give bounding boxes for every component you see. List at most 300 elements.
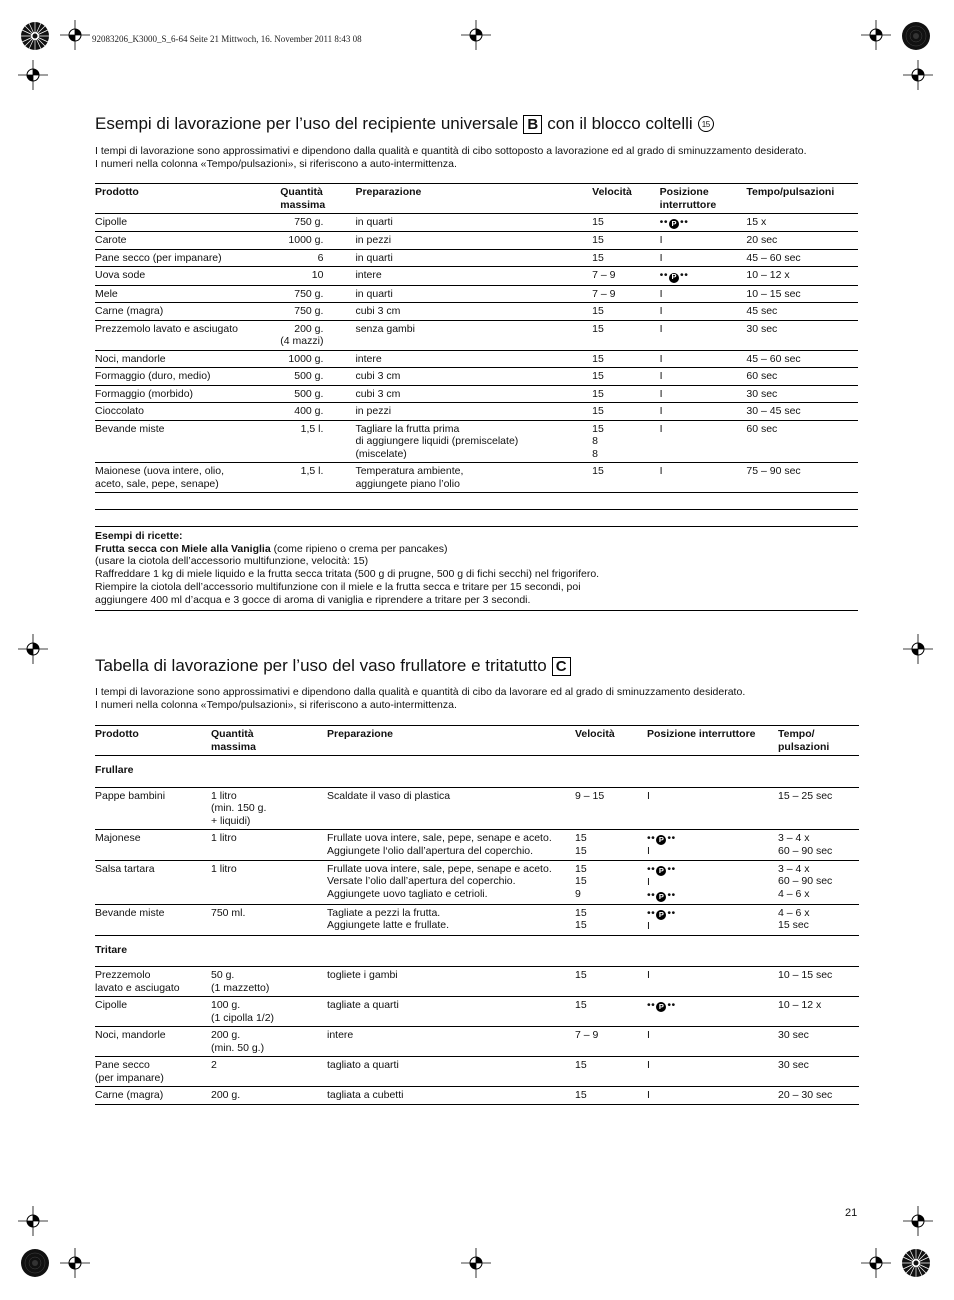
cell-velocita-line: 15 — [575, 919, 587, 932]
cell-quantita-line: 1 litro — [211, 862, 237, 875]
cell-posizione — [660, 232, 747, 250]
cell-prodotto-line: Prezzemolo — [95, 969, 151, 981]
cell-quantita-line: 100 g. — [211, 999, 241, 1011]
cell-posizione — [660, 368, 747, 386]
cell-prodotto-line: Uova sode — [95, 269, 146, 282]
crosshair-mark-icon — [18, 1206, 48, 1236]
cell-tempo-line: 4 – 6 x — [778, 906, 810, 919]
cell-quantita — [211, 967, 327, 997]
cell-quantita — [211, 830, 327, 861]
spacer-cell — [95, 493, 858, 510]
cell-prodotto-line: Carote — [95, 234, 127, 247]
cell-tempo-line: 45 sec — [746, 305, 778, 317]
table-row — [95, 214, 858, 232]
table-row — [95, 420, 858, 463]
cell-preparazione — [355, 267, 592, 285]
cell-quantita — [280, 368, 355, 386]
cell-preparazione-line: Versate l’olio dall’apertura del coperchio. — [327, 875, 516, 888]
cell-velocita-line: 15 — [592, 251, 604, 264]
cell-preparazione-line: tagliato a quarti — [327, 1059, 399, 1071]
cell-prodotto — [95, 967, 211, 997]
crosshair-mark-icon — [60, 1248, 90, 1278]
cell-posizione-line: I — [647, 1029, 650, 1041]
cell-posizione — [660, 320, 747, 350]
cell-prodotto-line: Pappe bambini — [95, 789, 166, 802]
cell-tempo — [778, 830, 859, 861]
section1-table — [95, 183, 858, 510]
cell-tempo — [746, 249, 858, 267]
cell-posizione-line: I — [647, 1059, 650, 1071]
cell-posizione-line: I — [659, 422, 663, 435]
cell-prodotto-line: Pane secco — [95, 1059, 150, 1071]
cell-tempo-line: 30 – 45 sec — [746, 405, 801, 417]
table-header-row — [95, 184, 858, 214]
cell-posizione — [660, 385, 747, 403]
cell-posizione-line: I — [647, 969, 650, 981]
table-row — [95, 860, 859, 904]
cell-posizione-line: •• P •• — [659, 216, 689, 228]
section1-box-label: B — [523, 115, 542, 134]
col-header-tempo: Tempo/pulsazioni — [746, 186, 835, 198]
crosshair-mark-icon — [60, 20, 90, 50]
cell-quantita-line: (min. 50 g.) — [211, 1041, 265, 1054]
pulse-symbol-icon: P — [669, 273, 679, 283]
cell-tempo-line: 20 – 30 sec — [778, 1089, 833, 1101]
cell-prodotto — [95, 997, 211, 1027]
cell-preparazione — [355, 249, 592, 267]
cell-quantita — [211, 1057, 327, 1087]
cell-velocita-line: 15 — [592, 422, 604, 435]
cell-tempo — [778, 1057, 859, 1087]
cell-prodotto — [95, 350, 280, 368]
crosshair-mark-icon — [903, 1206, 933, 1236]
cell-prodotto-line: Bevande miste — [95, 422, 165, 435]
pulse-symbol-icon: P — [656, 910, 666, 920]
col-header-velocita: Velocità — [592, 186, 632, 198]
table-row — [95, 463, 858, 493]
cell-quantita-line: 400 g. — [294, 405, 324, 417]
cell-posizione — [647, 904, 778, 935]
cell-preparazione — [327, 904, 575, 935]
cell-preparazione-line: togliete i gambi — [327, 969, 398, 981]
section1-intro — [95, 145, 860, 171]
cell-tempo-line: 3 – 4 x — [778, 832, 810, 844]
recipe-title: Frutta secca con Miele alla Vaniglia — [95, 542, 271, 555]
cell-velocita — [592, 420, 660, 463]
cell-tempo-line: 75 – 90 sec — [746, 465, 801, 477]
cell-preparazione — [355, 420, 592, 463]
pulse-symbol-icon: P — [656, 866, 666, 876]
cell-velocita — [592, 368, 660, 386]
cell-prodotto — [95, 830, 211, 861]
cell-preparazione-line: Aggiungete latte e frullate. — [327, 919, 450, 932]
cell-posizione-line: •• P •• — [647, 999, 676, 1011]
cell-preparazione-line: in quarti — [355, 216, 393, 228]
cell-prodotto — [95, 463, 280, 493]
section2-title-text: Tabella di lavorazione per l’uso del vaso frullatore e tritatutto — [95, 656, 547, 675]
cell-tempo-line: 15 – 25 sec — [778, 789, 833, 802]
cell-tempo — [778, 1087, 859, 1105]
cell-preparazione-line: senza gambi — [355, 322, 415, 335]
crosshair-mark-icon — [461, 20, 491, 50]
cell-quantita — [211, 1087, 327, 1105]
cell-posizione-line: •• P •• — [647, 862, 676, 875]
col-header-prodotto: Prodotto — [95, 728, 139, 740]
cell-quantita — [280, 420, 355, 463]
print-meta-line: 92083206_K3000_S_6-64 Seite 21 Mittwoch, 16. November 2011 8:43 08 — [92, 34, 362, 44]
cell-velocita-line: 15 — [592, 405, 604, 417]
cell-velocita-line: 15 — [592, 305, 604, 317]
cell-velocita — [575, 904, 647, 935]
cell-posizione-line: •• P •• — [647, 888, 676, 901]
cell-preparazione — [355, 385, 592, 403]
crosshair-mark-icon — [861, 1248, 891, 1278]
cell-velocita-line: 15 — [575, 1059, 587, 1071]
group-name: Tritare — [95, 943, 128, 956]
table-row — [95, 368, 858, 386]
cell-velocita-line: 15 — [575, 1089, 587, 1101]
cell-quantita-line: 500 g. — [294, 370, 324, 382]
cell-prodotto-line: Cipolle — [95, 999, 128, 1011]
cell-velocita-line: 15 — [592, 216, 604, 228]
cell-tempo — [746, 303, 858, 321]
cell-velocita-line: 15 — [575, 969, 587, 981]
cell-posizione — [660, 403, 747, 421]
cell-preparazione-line: Tagliate a pezzi la frutta. — [327, 906, 441, 919]
cell-velocita — [592, 463, 660, 493]
cell-quantita-line: 2 — [211, 1059, 217, 1071]
cell-velocita — [575, 830, 647, 861]
cell-prodotto-line: Majonese — [95, 832, 141, 844]
cell-preparazione-line: Aggiungete uovo tagliato e cetrioli. — [327, 887, 488, 900]
cell-prodotto-line: Carne (magra) — [95, 305, 164, 317]
cell-velocita-line: 8 — [592, 435, 598, 447]
cell-preparazione — [355, 368, 592, 386]
cell-velocita-line: 15 — [575, 862, 587, 875]
cell-tempo — [746, 285, 858, 303]
cell-posizione — [660, 420, 747, 463]
cell-quantita-line: 1,5 l. — [300, 422, 324, 435]
cell-quantita — [280, 285, 355, 303]
cell-posizione-line: I — [659, 251, 663, 264]
col-header-quantita: Quantità massima — [211, 728, 256, 753]
cell-velocita-line: 15 — [575, 844, 587, 857]
crosshair-mark-icon — [18, 60, 48, 90]
cell-posizione — [647, 997, 778, 1027]
cell-preparazione-line: intere — [327, 1029, 354, 1041]
table-row — [95, 1087, 859, 1105]
cell-posizione-line: •• P •• — [659, 269, 689, 282]
table-row — [95, 997, 859, 1027]
section1-title-text: Esempi di lavorazione per l’uso del recipiente universale — [95, 114, 519, 133]
cell-prodotto — [95, 303, 280, 321]
cell-posizione-line: I — [647, 789, 650, 802]
cell-preparazione — [355, 232, 592, 250]
cell-preparazione-line: di aggiungere liquidi (premiscelate) — [355, 435, 519, 447]
cell-preparazione-line: in quarti — [355, 287, 393, 300]
cell-velocita-line: 15 — [592, 352, 604, 365]
pulse-symbol-icon: P — [656, 835, 666, 845]
cell-prodotto-line: Noci, mandorle — [95, 352, 166, 365]
cell-quantita-line: 200 g. — [294, 322, 324, 335]
cell-preparazione-line: cubi 3 cm — [355, 370, 401, 382]
cell-velocita-line: 9 – 15 — [575, 789, 605, 802]
cell-velocita — [575, 997, 647, 1027]
cell-posizione — [647, 1087, 778, 1105]
cell-prodotto — [95, 285, 280, 303]
cell-prodotto — [95, 232, 280, 250]
cell-quantita — [280, 267, 355, 285]
cell-prodotto — [95, 320, 280, 350]
table-row — [95, 967, 859, 997]
cell-velocita-line: 8 — [592, 447, 598, 460]
cell-quantita-line: (1 cipolla 1/2) — [211, 1011, 275, 1024]
cell-preparazione-line: Scaldate il vaso di plastica — [327, 789, 451, 802]
cell-preparazione — [327, 787, 575, 830]
cell-posizione-line: I — [659, 305, 663, 317]
cell-velocita — [592, 214, 660, 232]
cell-preparazione — [327, 860, 575, 904]
cell-preparazione-line: tagliate a quarti — [327, 999, 399, 1011]
col-header-prodotto: Prodotto — [95, 186, 139, 198]
cell-preparazione-line: Tagliare la frutta prima — [355, 422, 460, 435]
table-row — [95, 232, 858, 250]
cell-posizione — [647, 967, 778, 997]
table-row — [95, 1057, 859, 1087]
cell-quantita — [280, 232, 355, 250]
cell-velocita — [575, 1027, 647, 1057]
cell-quantita-line: 750 g. — [294, 216, 324, 228]
table-row — [95, 904, 859, 935]
cell-quantita-line: 750 g. — [294, 287, 324, 300]
cell-tempo — [778, 904, 859, 935]
cell-posizione — [660, 303, 747, 321]
cell-tempo-line: 10 – 12 x — [778, 999, 822, 1011]
cell-preparazione-line: in quarti — [355, 251, 393, 264]
cell-preparazione — [327, 1087, 575, 1105]
cell-quantita-line: 750 ml. — [211, 906, 246, 919]
group-name: Frullare — [95, 764, 134, 776]
table-row — [95, 350, 858, 368]
cell-posizione — [660, 350, 747, 368]
cell-preparazione — [327, 830, 575, 861]
cell-velocita-line: 15 — [592, 370, 604, 382]
crosshair-mark-icon — [461, 1248, 491, 1278]
cell-preparazione-line: intere — [355, 352, 382, 365]
page-number: 21 — [845, 1207, 858, 1219]
cell-prodotto — [95, 385, 280, 403]
cell-posizione-line: I — [647, 1089, 650, 1101]
cell-prodotto-line: Pane secco (per impanare) — [95, 251, 222, 264]
cell-preparazione-line: (miscelate) — [355, 447, 407, 460]
cell-preparazione — [355, 463, 592, 493]
cell-posizione-line: I — [647, 876, 650, 888]
cell-tempo-line: 60 – 90 sec — [778, 844, 833, 857]
cell-quantita — [280, 385, 355, 403]
cell-tempo-line: 45 – 60 sec — [746, 251, 801, 264]
cell-tempo-line: 30 sec — [778, 1059, 809, 1071]
table-row — [95, 285, 858, 303]
cell-posizione-line: I — [659, 322, 663, 335]
cell-preparazione-line: Temperatura ambiente, — [355, 465, 464, 477]
cell-tempo-line: 15 sec — [778, 919, 809, 932]
cell-prodotto — [95, 1057, 211, 1087]
cell-quantita — [280, 403, 355, 421]
cell-quantita — [280, 249, 355, 267]
cell-prodotto-line: Carne (magra) — [95, 1089, 164, 1101]
cell-prodotto-line: Prezzemolo lavato e asciugato — [95, 322, 238, 335]
cell-prodotto — [95, 860, 211, 904]
cell-preparazione — [327, 997, 575, 1027]
cell-prodotto-line: Bevande miste — [95, 906, 165, 919]
section2-intro — [95, 686, 860, 712]
cell-posizione — [660, 267, 747, 285]
cell-posizione-line: I — [659, 287, 663, 300]
cell-preparazione-line: cubi 3 cm — [355, 387, 401, 400]
cell-tempo-line: 30 sec — [778, 1029, 809, 1041]
cell-prodotto — [95, 368, 280, 386]
cell-prodotto-line: lavato e asciugato — [95, 981, 180, 994]
cell-tempo — [746, 350, 858, 368]
section2-table — [95, 725, 859, 1105]
cell-quantita-line: (min. 150 g. — [211, 802, 267, 814]
cell-prodotto-line: (per impanare) — [95, 1071, 164, 1084]
cell-tempo-line: 10 – 15 sec — [778, 969, 833, 981]
cell-velocita-line: 9 — [575, 887, 581, 900]
section2-title — [95, 656, 571, 676]
spacer-row — [95, 493, 858, 510]
cell-tempo — [778, 860, 859, 904]
cell-quantita-line: 1 litro — [211, 789, 237, 802]
cell-prodotto-line: Salsa tartara — [95, 862, 155, 875]
cell-preparazione — [355, 214, 592, 232]
crosshair-mark-icon — [903, 634, 933, 664]
cell-tempo — [746, 463, 858, 493]
pulse-symbol-icon: P — [656, 1002, 666, 1012]
cell-velocita — [592, 267, 660, 285]
cell-quantita-line: 500 g. — [294, 387, 324, 400]
table-row — [95, 249, 858, 267]
cell-quantita-line: 1,5 l. — [300, 465, 324, 477]
cell-quantita-line: 6 — [317, 251, 324, 264]
cell-prodotto — [95, 267, 280, 285]
cell-velocita-line: 7 – 9 — [592, 269, 616, 282]
table-row — [95, 830, 859, 861]
cell-velocita-line: 15 — [592, 322, 604, 335]
cell-prodotto — [95, 403, 280, 421]
cell-prodotto — [95, 904, 211, 935]
cell-quantita — [280, 214, 355, 232]
cell-quantita — [280, 350, 355, 368]
cell-velocita-line: 15 — [592, 234, 604, 247]
cell-prodotto — [95, 420, 280, 463]
cell-posizione — [660, 249, 747, 267]
table-row — [95, 385, 858, 403]
cell-velocita — [592, 285, 660, 303]
crosshair-mark-icon — [18, 634, 48, 664]
cell-preparazione-line: tagliata a cubetti — [327, 1089, 404, 1101]
cell-quantita-line: 1 litro — [211, 832, 237, 844]
pulse-symbol-icon: P — [656, 892, 666, 902]
cell-tempo — [746, 267, 858, 285]
col-header-posizione: Posizione interruttore — [659, 186, 717, 211]
cell-preparazione — [355, 320, 592, 350]
registration-wheel-icon — [20, 1248, 50, 1278]
cell-tempo-line: 60 sec — [746, 422, 778, 435]
col-header-preparazione: Preparazione — [327, 728, 393, 740]
table-row — [95, 320, 858, 350]
cell-velocita — [592, 320, 660, 350]
cell-tempo — [746, 420, 858, 463]
section2-intro-line: I tempi di lavorazione sono approssimativi e dipendono dalla qualità e quantità di cibo da lavorare ed al grado di sminuzzamento desiderato. — [95, 686, 746, 698]
cell-velocita — [592, 249, 660, 267]
cell-posizione-line: I — [659, 405, 663, 417]
cell-quantita-line: 1000 g. — [288, 234, 324, 247]
cell-preparazione-line: aggiungete piano l’olio — [355, 477, 460, 490]
cell-velocita-line: 7 – 9 — [575, 1029, 599, 1041]
cell-tempo-line: 30 sec — [746, 322, 778, 335]
cell-preparazione-line: in pezzi — [355, 405, 392, 417]
cell-tempo — [746, 403, 858, 421]
cell-posizione — [660, 214, 747, 232]
cell-quantita — [280, 303, 355, 321]
col-header-quantita: Quantità massima — [280, 186, 326, 211]
cell-tempo — [746, 385, 858, 403]
cell-preparazione — [355, 350, 592, 368]
cell-posizione — [647, 830, 778, 861]
cell-quantita-line: (1 mazzetto) — [211, 981, 270, 994]
cell-quantita-line: 10 — [311, 269, 324, 282]
cell-preparazione-line: in pezzi — [355, 234, 392, 247]
cell-velocita — [575, 787, 647, 830]
cell-quantita-line: + liquidi) — [211, 814, 251, 827]
registration-wheel-icon — [901, 21, 931, 51]
cell-tempo — [778, 787, 859, 830]
cell-posizione-line: I — [659, 465, 663, 477]
cell-quantita — [211, 787, 327, 830]
cell-velocita — [592, 303, 660, 321]
cell-preparazione-line: Frullate uova intere, sale, pepe, senape e aceto. — [327, 862, 552, 875]
cell-tempo-line: 10 – 15 sec — [746, 287, 801, 300]
cell-quantita — [211, 904, 327, 935]
cell-tempo-line: 4 – 6 x — [778, 887, 810, 900]
cell-posizione-line: I — [659, 352, 663, 365]
cell-posizione — [647, 1027, 778, 1057]
col-header-tempo: Tempo/ pulsazioni — [778, 728, 830, 753]
cell-tempo-line: 10 – 12 x — [746, 269, 790, 282]
cell-tempo-line: 15 x — [746, 216, 767, 228]
cell-quantita — [211, 997, 327, 1027]
section1-intro-line: I numeri nella colonna «Tempo/pulsazioni», si riferiscono a auto-intermittenza. — [95, 158, 457, 170]
section1-title-suffix: con il blocco coltelli — [547, 114, 693, 133]
cell-preparazione-line: cubi 3 cm — [355, 305, 401, 317]
pulse-symbol-icon: P — [669, 219, 679, 229]
cell-quantita-line: (4 mazzi) — [280, 335, 324, 347]
recipe-heading: Esempi di ricette: — [95, 530, 183, 542]
recipe-box — [95, 526, 858, 611]
recipe-line: aggiungere 400 ml d’acqua e 3 gocce di aroma di vaniglia e riprendere a tritare per 3 secondi. — [95, 593, 531, 606]
recipe-line: Raffreddare 1 kg di miele liquido e la frutta secca tritata (500 g di prugne, 500 g di fichi secchi) nel frigorifero. — [95, 568, 600, 581]
cell-preparazione-line: intere — [355, 269, 382, 282]
cell-preparazione-line: Frullate uova intere, sale, pepe, senape e aceto. — [327, 832, 552, 844]
cell-tempo — [746, 368, 858, 386]
cell-prodotto-line: Maionese (uova intere, olio, — [95, 465, 224, 477]
cell-prodotto-line: Formaggio (morbido) — [95, 387, 194, 400]
recipe-line: (usare la ciotola dell’accessorio multifunzione, velocità: 15) — [95, 555, 369, 568]
cell-tempo — [778, 967, 859, 997]
cell-posizione — [660, 463, 747, 493]
cell-posizione-line: I — [659, 234, 663, 247]
